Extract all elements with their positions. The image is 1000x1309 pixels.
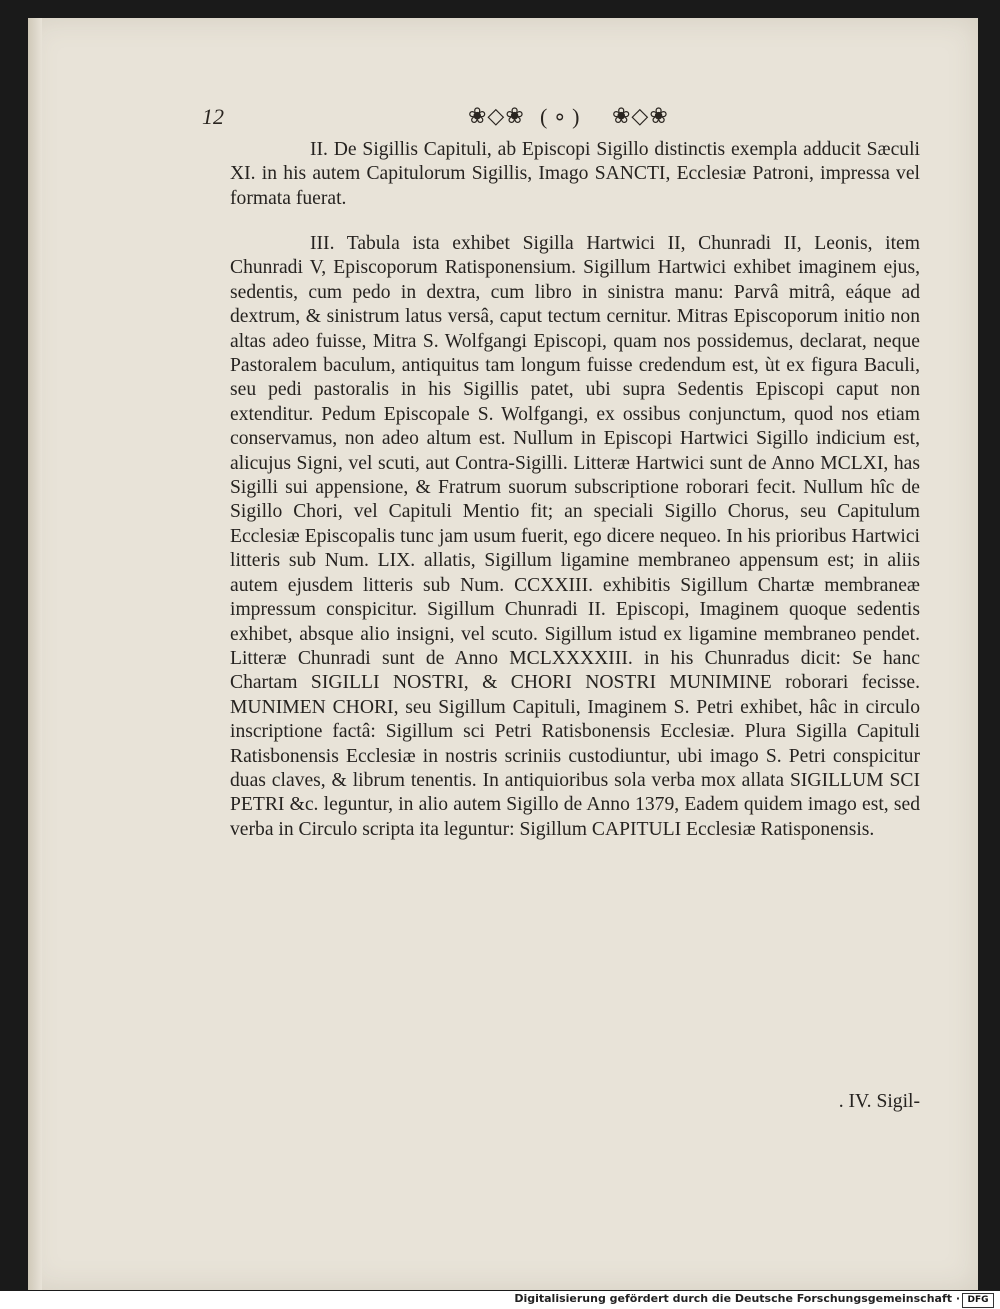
- catchword: . IV. Sigil-: [838, 1091, 920, 1112]
- footer-credit: Digitalisierung gefördert durch die Deutsche Forschungsgemeinschaft ·: [514, 1292, 960, 1305]
- page-number: 12: [202, 104, 224, 129]
- ornament-right-icon: ❀◇❀: [612, 104, 669, 129]
- paragraph-ii: II. De Sigillis Capituli, ab Episcopi Sigillo distinctis exempla adducit Sæculi XI. in his autem Capitulorum Sigillis, Imago SANCTI, Ecclesiæ Patroni, impressa vel formata fuerat.: [230, 139, 920, 209]
- ornament-left-icon: ❀◇❀: [468, 104, 525, 129]
- paragraph-iii: III. Tabula ista exhibet Sigilla Hartwici II, Chunradi II, Leonis, item Chunradi V, Episcoporum Ratisponensium. Sigillum Hartwici exhibet imaginem ejus, sedentis, cum pedo in dextra, cum libro in sinistra manu: Parvâ mitrâ, eáque ad dextrum, & sinistrum latus versâ, caput tectum cernitur. Mitras Episcoporum initio non altas adeo fuisse, Mitra S. Wolfgangi Episcopi, quam nos possidemus, declarat, neque Pastoralem baculum, antiquitus tam longum fuisse credendum est, ùt ex figura Baculi, seu pedi pastoralis in his Sigillis patet, ubi supra Sedentis Episcopi caput non extenditur. Pedum Episcopale S. Wolfgangi, ex ossibus conjunctum, quod nos etiam conservamus, non adeo altum est. Nullum in Episcopi Hartwici Sigillo indicium est, alicujus Signi, vel scuti, aut Contra-Sigilli. Litteræ Hartwici sunt de Anno MCLXI, has Sigilli sui appensione, & Fratrum suorum subscriptione roborari fecit. Nullum hîc de Sigillo Chori, vel Capituli Mentio fit; an speciali Sigillo Chorus, seu Capitulum Ecclesiæ Episcopalis tunc jam usum fuerit, ego dicere nequeo. In his prioribus Hartwici litteris sub Num. LIX. allatis, Sigillum ligamine membraneo appensum est; in aliis autem ejusdem litteris sub Num. CCXXIII. exhibitis Sigillum Chartæ membraneæ impressum conspicitur. Sigillum Chunradi II. Episcopi, Imaginem quoque sedentis exhibet, absque alio insigni, vel scuto. Sigillum istud ex ligamine membraneo pendet. Litteræ Chunradi sunt de Anno MCLXXXXIII. in his Chunradus dicit: Se hanc Chartam SIGILLI NOSTRI, & CHORI NOSTRI MUNIMINE roborari fecisse. MUNIMEN CHORI, seu Sigillum Capituli, Imaginem S. Petri exhibet, hâc in circulo inscriptione factâ: Sigillum sci Petri Ratisbonensis Ecclesiæ. Plura Sigilla Capituli Ratisbonensis Ecclesiæ in nostris scriniis custodiuntur, ubi imago S. Petri conspicitur duas claves, & librum tenentis. In antiquioribus sola verba mox allata SIGILLUM SCI PETRI &c. leguntur, in alio autem Sigillo de Anno 1379, Eadem quidem imago est, sed verba in Circulo scripta ita leguntur: Sigillum CAPITULI Ecclesiæ Ratisponensis.: [230, 233, 920, 840]
- dfg-logo-icon: DFG: [962, 1293, 994, 1308]
- digitization-footer: [0, 1291, 1000, 1309]
- ornament-center-icon: ( ∘ ): [540, 104, 580, 129]
